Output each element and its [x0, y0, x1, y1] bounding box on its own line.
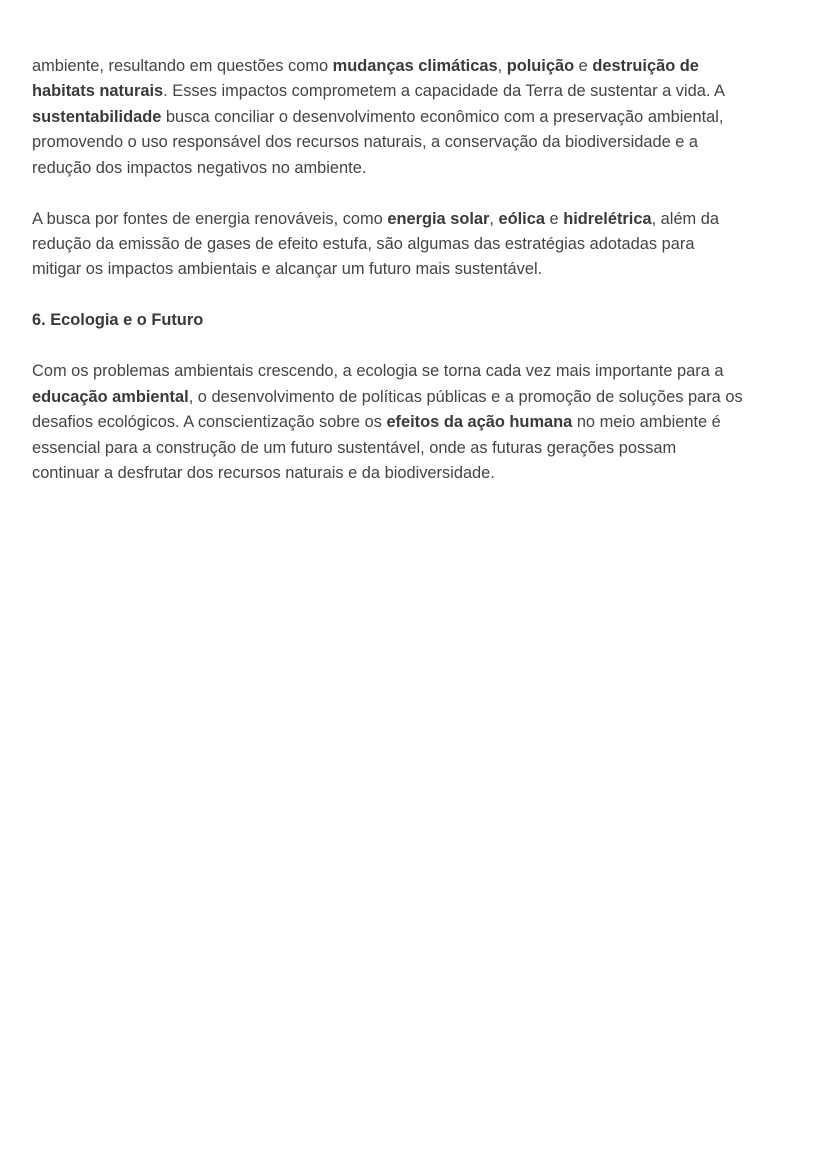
text-run: no meio ambiente é — [572, 413, 721, 432]
text-line — [32, 461, 802, 486]
text-run: , — [489, 209, 499, 228]
bold-term: educação ambiental — [32, 387, 189, 406]
text-run: essencial para a construção de um futuro sustentável, onde as futuras gerações possam — [32, 438, 677, 457]
document-body — [32, 54, 802, 512]
text-line — [32, 130, 802, 155]
text-line — [32, 79, 802, 104]
bold-term: destruição de — [592, 57, 699, 75]
text-line — [32, 105, 802, 130]
text-run: A busca por fontes de energia renováveis, como — [32, 209, 388, 228]
bold-term: energia solar — [387, 209, 490, 228]
bold-term: habitats naturais — [32, 82, 164, 101]
paragraph-ecology-future — [32, 359, 802, 486]
bold-term: efeitos da ação humana — [386, 413, 573, 432]
text-run: busca conciliar o desenvolvimento econômico com a preservação ambiental, — [161, 107, 724, 126]
text-run: desafios ecológicos. A conscientização sobre os — [32, 413, 387, 432]
text-line — [32, 436, 802, 461]
bold-term: hidrelétrica — [563, 209, 652, 228]
bold-term: sustentabilidade — [32, 107, 162, 126]
bold-term: poluição — [506, 57, 575, 75]
bold-term: eólica — [498, 209, 545, 228]
text-run: e — [544, 209, 564, 228]
text-run: e — [574, 57, 593, 75]
text-run: . Esses impactos comprometem a capacidade da Terra de sustentar a vida. A — [163, 82, 725, 101]
text-line — [32, 54, 802, 79]
text-run: , além da — [651, 209, 719, 228]
text-run: ambiente, resultando em questões como — [32, 57, 333, 75]
text-run: redução dos impactos negativos no ambiente. — [32, 158, 367, 177]
text-line — [32, 385, 802, 410]
text-run: promovendo o uso responsável dos recursos naturais, a conservação da biodiversidade e a — [32, 133, 699, 152]
text-run: , — [497, 57, 507, 75]
paragraph-environmental-impacts — [32, 54, 802, 181]
text-line — [32, 207, 802, 232]
text-line — [32, 156, 802, 181]
section-heading: 6. Ecologia e o Futuro — [32, 311, 204, 330]
text-run: mitigar os impactos ambientais e alcançar um futuro mais sustentável. — [32, 260, 543, 279]
text-line — [32, 359, 802, 384]
text-run: continuar a desfrutar dos recursos naturais e da biodiversidade. — [32, 464, 495, 483]
bold-term: mudanças climáticas — [332, 57, 498, 75]
text-line — [32, 232, 802, 257]
text-run: Com os problemas ambientais crescendo, a ecologia se torna cada vez mais importante para a — [32, 362, 724, 381]
paragraph-renewable-energy — [32, 207, 802, 283]
text-line — [32, 410, 802, 435]
text-run: redução da emissão de gases de efeito estufa, são algumas das estratégias adotadas para — [32, 235, 695, 254]
text-run: , o desenvolvimento de políticas públicas e a promoção de soluções para os — [188, 387, 743, 406]
text-line — [32, 257, 802, 282]
